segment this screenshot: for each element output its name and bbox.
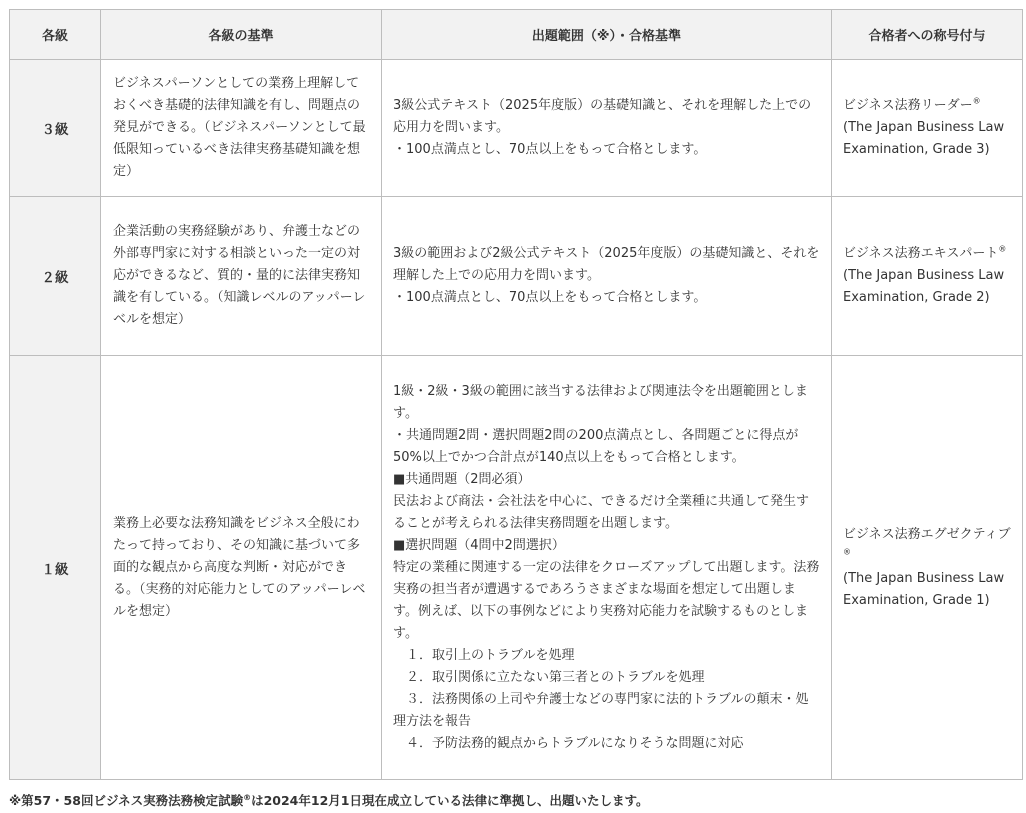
title-english: (The Japan Business Law Examination, Grade 2) — [843, 268, 1005, 305]
range-list-item: ２．取引関係に立たない第三者とのトラブルを処理 — [393, 669, 705, 685]
header-title: 合格者への称号付与 — [832, 10, 1023, 60]
registered-mark: ® — [243, 792, 252, 802]
exam-levels-table-container — [9, 9, 1022, 780]
criteria-cell: 企業活動の実務経験があり、弁護士などの外部専門家に対する相談といった一定の対応ができるなど、質的・量的に法律実務知識を有している。（知識レベルのアッパーレベルを想定） — [101, 197, 382, 356]
table-row-grade-3 — [10, 60, 1023, 197]
registered-mark: ® — [843, 547, 851, 557]
range-list-item: ４．予防法務的観点からトラブルになりそうな問題に対応 — [393, 735, 744, 751]
title-english: (The Japan Business Law Examination, Grade 3) — [843, 120, 1005, 157]
table-header-row — [10, 10, 1023, 60]
header-level: 各級 — [10, 10, 101, 60]
registered-mark: ® — [972, 96, 981, 106]
footnote — [9, 791, 648, 809]
range-list-item: １．取引上のトラブルを処理 — [393, 647, 575, 663]
footnote-text-after: は2024年12月1日現在成立している法律に準拠し、出題いたします。 — [251, 793, 649, 808]
title-name-text: ビジネス法務リーダー — [843, 98, 973, 113]
level-cell: ３級 — [10, 60, 101, 197]
registered-mark: ® — [998, 244, 1007, 254]
range-line: 民法および商法・会社法を中心に、できるだけ全業種に共通して発生することが考えられる法律実務問題を出題します。 — [393, 493, 810, 531]
title-name-text: ビジネス法務エグゼクティブ — [843, 526, 1011, 542]
table-row-grade-2 — [10, 197, 1023, 356]
range-line: 3級公式テキスト（2025年度版）の基礎知識と、それを理解した上での応用力を問います。 — [393, 98, 812, 135]
level-cell: １級 — [10, 356, 101, 780]
title-english: (The Japan Business Law Examination, Grade 1) — [843, 570, 1005, 608]
range-cell — [382, 60, 832, 197]
range-line: 3級の範囲および2級公式テキスト（2025年度版）の基礎知識と、それを理解した上での応用力を問います。 — [393, 246, 820, 283]
title-name-text: ビジネス法務エキスパート — [843, 246, 999, 261]
header-range: 出題範囲（※）・合格基準 — [382, 10, 832, 60]
range-line: ・100点満点とし、70点以上をもって合格とします。 — [393, 142, 707, 157]
title-cell — [832, 197, 1023, 356]
criteria-cell: ビジネスパーソンとしての業務上理解しておくべき基礎的法律知識を有し、問題点の発見ができる。（ビジネスパーソンとして最低限知っているべき法律実務基礎知識を想定） — [101, 60, 382, 197]
criteria-cell: 業務上必要な法務知識をビジネス全般にわたって持っており、その知識に基づいて多面的な観点から高度な判断・対応ができる。（実務的対応能力としてのアッパーレベルを想定） — [101, 356, 382, 780]
range-cell — [382, 356, 832, 780]
title-cell — [832, 60, 1023, 197]
range-cell — [382, 197, 832, 356]
table-row-grade-1 — [10, 356, 1023, 780]
range-subheading: ■選択問題（4問中2問選択） — [393, 537, 565, 553]
range-line: 1級・2級・3級の範囲に該当する法律および関連法令を出題範囲とします。 — [393, 383, 808, 421]
title-name — [843, 524, 1014, 568]
footnote-text-before: ※第57・58回ビジネス実務法務検定試験 — [9, 793, 244, 808]
level-cell: ２級 — [10, 197, 101, 356]
range-line: ・共通問題2問・選択問題2問の200点満点とし、各問題ごとに得点が50%以上でかつ合計点が140点以上をもって合格とします。 — [393, 427, 799, 465]
title-name — [843, 243, 1014, 265]
title-cell — [832, 356, 1023, 780]
range-subheading: ■共通問題（2問必須） — [393, 471, 531, 487]
range-line: 特定の業種に関連する一定の法律をクローズアップして出題します。法務実務の担当者が遭遇するであろうさまざまな場面を想定して出題します。例えば、以下の事例などにより実務対応能力を試験するものとします。 — [393, 559, 820, 641]
header-criteria: 各級の基準 — [101, 10, 382, 60]
range-list-item: ３．法務関係の上司や弁護士などの専門家に法的トラブルの顛末・処理方法を報告 — [393, 691, 809, 729]
exam-levels-table — [9, 9, 1023, 780]
title-name — [843, 95, 1014, 117]
range-line: ・100点満点とし、70点以上をもって合格とします。 — [393, 290, 707, 305]
